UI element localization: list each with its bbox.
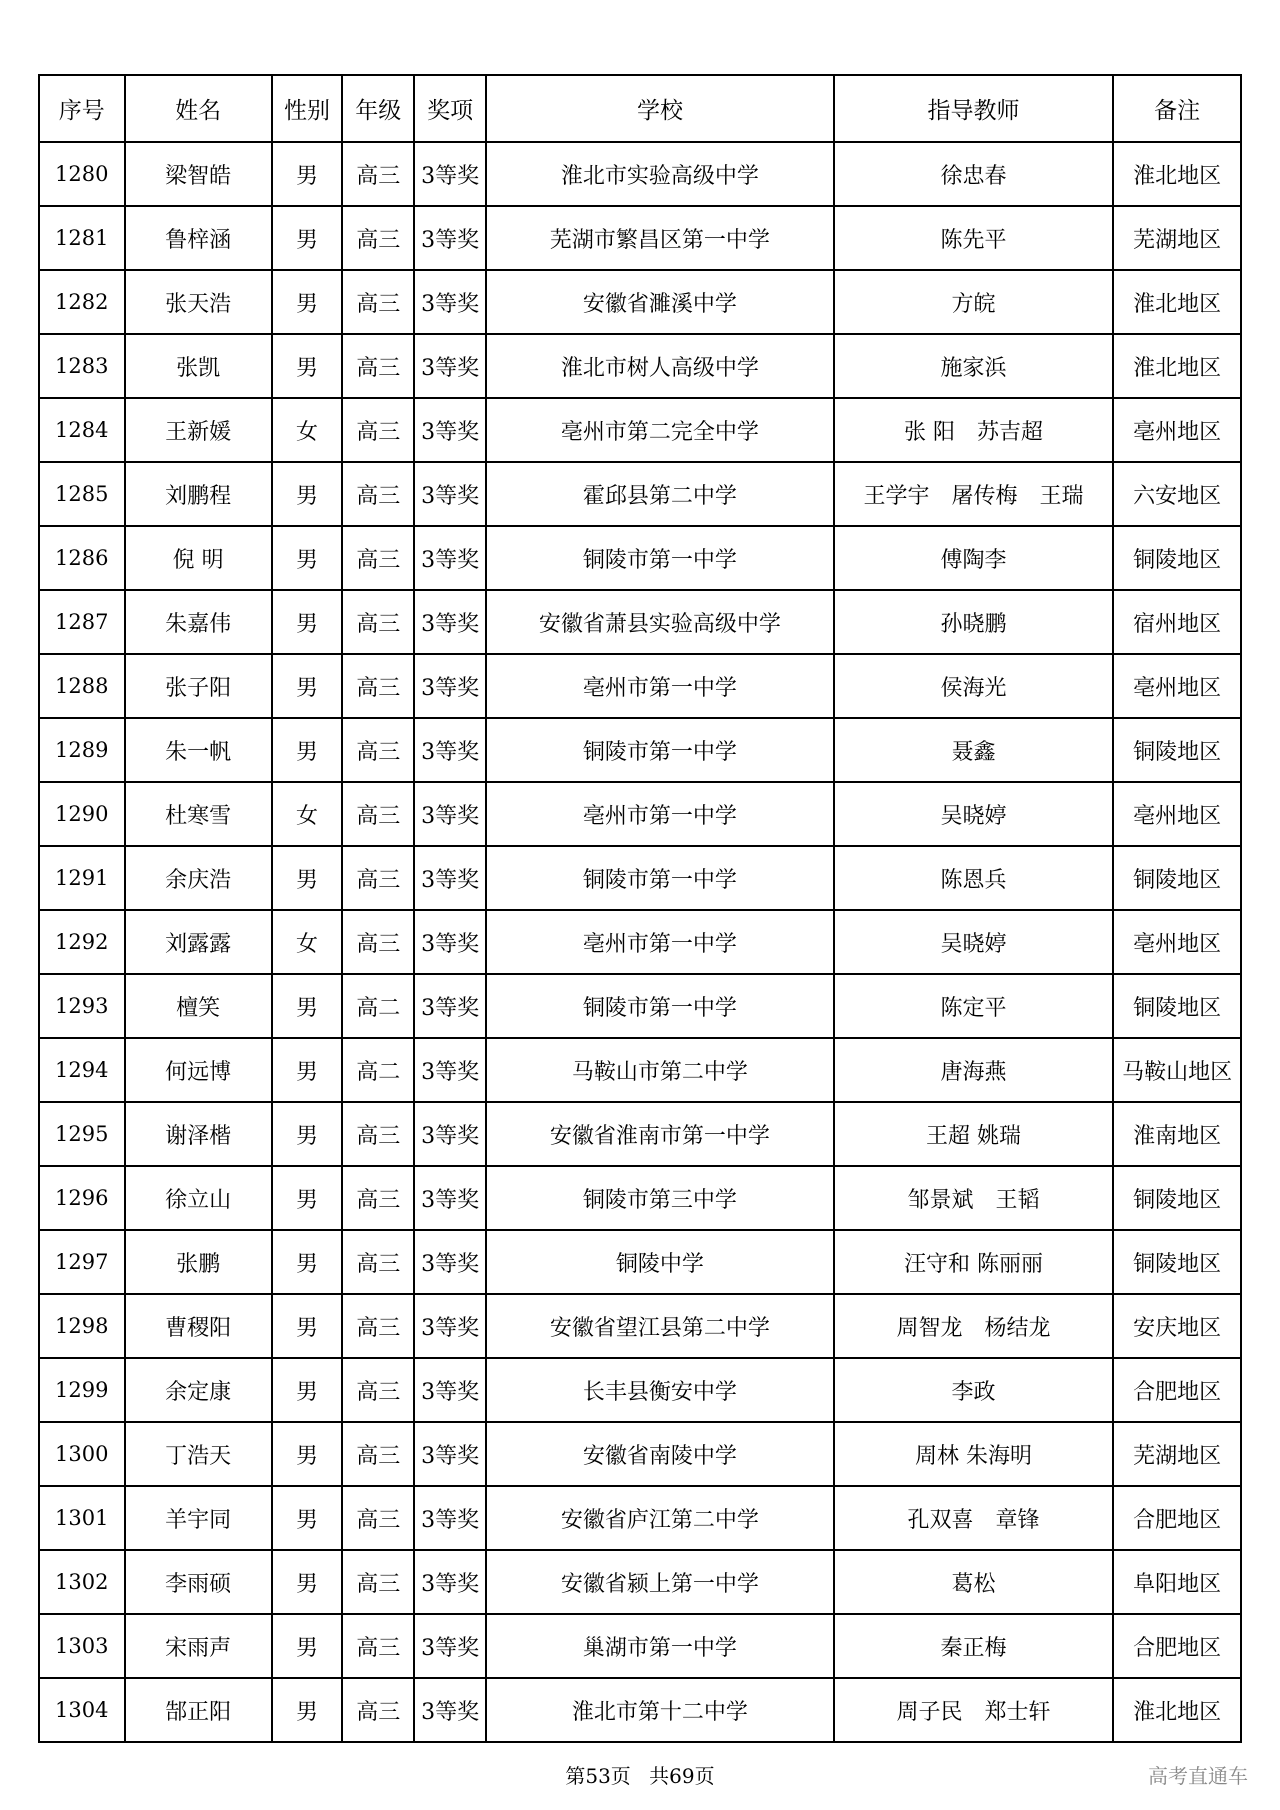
cell-remark: 铜陵地区 <box>1113 1166 1241 1230</box>
cell-teacher: 方皖 <box>834 270 1113 334</box>
cell-gender: 男 <box>272 206 343 270</box>
cell-school: 安徽省庐江第二中学 <box>486 1486 834 1550</box>
cell-remark: 安庆地区 <box>1113 1294 1241 1358</box>
cell-grade: 高三 <box>342 718 414 782</box>
table-row <box>39 206 1241 270</box>
cell-school: 巢湖市第一中学 <box>486 1614 834 1678</box>
cell-award: 3等奖 <box>414 654 486 718</box>
cell-remark: 宿州地区 <box>1113 590 1241 654</box>
cell-index: 1298 <box>39 1294 125 1358</box>
cell-school: 安徽省淮南市第一中学 <box>486 1102 834 1166</box>
table-row <box>39 1230 1241 1294</box>
cell-award: 3等奖 <box>414 1166 486 1230</box>
cell-name: 徐立山 <box>125 1166 272 1230</box>
page-footer <box>0 1760 1280 1789</box>
cell-index: 1294 <box>39 1038 125 1102</box>
cell-teacher: 孙晓鹏 <box>834 590 1113 654</box>
page-number: 第53页 <box>565 1764 631 1788</box>
cell-award: 3等奖 <box>414 1038 486 1102</box>
cell-grade: 高三 <box>342 1230 414 1294</box>
cell-grade: 高三 <box>342 1486 414 1550</box>
cell-index: 1285 <box>39 462 125 526</box>
page-total: 共69页 <box>649 1764 715 1788</box>
cell-school: 亳州市第二完全中学 <box>486 398 834 462</box>
header-row <box>39 75 1241 142</box>
cell-award: 3等奖 <box>414 1486 486 1550</box>
cell-grade: 高三 <box>342 910 414 974</box>
cell-award: 3等奖 <box>414 1422 486 1486</box>
cell-award: 3等奖 <box>414 526 486 590</box>
table-row <box>39 270 1241 334</box>
cell-gender: 男 <box>272 1678 343 1742</box>
cell-teacher: 陈先平 <box>834 206 1113 270</box>
cell-teacher: 王学宇 屠传梅 王瑞 <box>834 462 1113 526</box>
table-row <box>39 462 1241 526</box>
cell-teacher: 唐海燕 <box>834 1038 1113 1102</box>
cell-teacher: 周林 朱海明 <box>834 1422 1113 1486</box>
cell-name: 宋雨声 <box>125 1614 272 1678</box>
cell-teacher: 徐忠春 <box>834 142 1113 206</box>
cell-gender: 女 <box>272 910 343 974</box>
cell-name: 鲁梓涵 <box>125 206 272 270</box>
cell-remark: 芜湖地区 <box>1113 206 1241 270</box>
cell-name: 朱一帆 <box>125 718 272 782</box>
cell-index: 1287 <box>39 590 125 654</box>
cell-teacher: 王超 姚瑞 <box>834 1102 1113 1166</box>
cell-teacher: 张 阳 苏吉超 <box>834 398 1113 462</box>
cell-school: 铜陵市第一中学 <box>486 526 834 590</box>
table-row <box>39 974 1241 1038</box>
cell-teacher: 邹景斌 王韬 <box>834 1166 1113 1230</box>
cell-remark: 淮北地区 <box>1113 334 1241 398</box>
cell-gender: 男 <box>272 1422 343 1486</box>
cell-name: 余庆浩 <box>125 846 272 910</box>
cell-teacher: 葛松 <box>834 1550 1113 1614</box>
cell-school: 安徽省南陵中学 <box>486 1422 834 1486</box>
cell-teacher: 李政 <box>834 1358 1113 1422</box>
cell-school: 铜陵市第一中学 <box>486 974 834 1038</box>
table-row <box>39 846 1241 910</box>
cell-gender: 男 <box>272 1486 343 1550</box>
table-row <box>39 1486 1241 1550</box>
table-row <box>39 910 1241 974</box>
cell-teacher: 周智龙 杨结龙 <box>834 1294 1113 1358</box>
table-row <box>39 334 1241 398</box>
cell-index: 1302 <box>39 1550 125 1614</box>
cell-grade: 高三 <box>342 1678 414 1742</box>
cell-name: 丁浩天 <box>125 1422 272 1486</box>
cell-gender: 男 <box>272 462 343 526</box>
cell-school: 淮北市树人高级中学 <box>486 334 834 398</box>
cell-award: 3等奖 <box>414 206 486 270</box>
cell-name: 张天浩 <box>125 270 272 334</box>
cell-name: 王新媛 <box>125 398 272 462</box>
cell-gender: 男 <box>272 654 343 718</box>
cell-index: 1301 <box>39 1486 125 1550</box>
cell-index: 1282 <box>39 270 125 334</box>
header-school: 学校 <box>486 75 834 142</box>
watermark-text: 高考直通车 <box>1148 1764 1248 1788</box>
cell-remark: 淮南地区 <box>1113 1102 1241 1166</box>
cell-index: 1295 <box>39 1102 125 1166</box>
cell-name: 郜正阳 <box>125 1678 272 1742</box>
cell-name: 张鹏 <box>125 1230 272 1294</box>
cell-award: 3等奖 <box>414 1550 486 1614</box>
cell-index: 1292 <box>39 910 125 974</box>
cell-index: 1293 <box>39 974 125 1038</box>
cell-teacher: 陈恩兵 <box>834 846 1113 910</box>
cell-school: 长丰县衡安中学 <box>486 1358 834 1422</box>
cell-teacher: 秦正梅 <box>834 1614 1113 1678</box>
cell-gender: 男 <box>272 270 343 334</box>
cell-name: 曹稷阳 <box>125 1294 272 1358</box>
cell-award: 3等奖 <box>414 846 486 910</box>
award-table <box>38 74 1242 1743</box>
cell-teacher: 吴晓婷 <box>834 782 1113 846</box>
cell-award: 3等奖 <box>414 782 486 846</box>
cell-school: 铜陵中学 <box>486 1230 834 1294</box>
cell-name: 檀笑 <box>125 974 272 1038</box>
cell-school: 马鞍山市第二中学 <box>486 1038 834 1102</box>
cell-index: 1291 <box>39 846 125 910</box>
cell-index: 1288 <box>39 654 125 718</box>
cell-remark: 铜陵地区 <box>1113 718 1241 782</box>
cell-name: 余定康 <box>125 1358 272 1422</box>
cell-name: 倪 明 <box>125 526 272 590</box>
header-remark: 备注 <box>1113 75 1241 142</box>
cell-grade: 高三 <box>342 398 414 462</box>
cell-award: 3等奖 <box>414 1230 486 1294</box>
cell-index: 1297 <box>39 1230 125 1294</box>
cell-school: 芜湖市繁昌区第一中学 <box>486 206 834 270</box>
cell-gender: 男 <box>272 718 343 782</box>
cell-remark: 芜湖地区 <box>1113 1422 1241 1486</box>
cell-gender: 男 <box>272 846 343 910</box>
cell-teacher: 陈定平 <box>834 974 1113 1038</box>
table-body <box>39 142 1241 1742</box>
table-row <box>39 654 1241 718</box>
cell-name: 梁智皓 <box>125 142 272 206</box>
cell-index: 1290 <box>39 782 125 846</box>
cell-grade: 高三 <box>342 526 414 590</box>
cell-award: 3等奖 <box>414 1102 486 1166</box>
cell-grade: 高三 <box>342 1358 414 1422</box>
cell-school: 安徽省颍上第一中学 <box>486 1550 834 1614</box>
table-row <box>39 142 1241 206</box>
cell-gender: 男 <box>272 590 343 654</box>
cell-award: 3等奖 <box>414 142 486 206</box>
cell-award: 3等奖 <box>414 590 486 654</box>
cell-teacher: 吴晓婷 <box>834 910 1113 974</box>
cell-name: 刘鹏程 <box>125 462 272 526</box>
cell-award: 3等奖 <box>414 334 486 398</box>
cell-award: 3等奖 <box>414 270 486 334</box>
header-name: 姓名 <box>125 75 272 142</box>
cell-gender: 男 <box>272 334 343 398</box>
cell-school: 铜陵市第一中学 <box>486 846 834 910</box>
table-row <box>39 1294 1241 1358</box>
cell-grade: 高三 <box>342 1102 414 1166</box>
cell-name: 李雨硕 <box>125 1550 272 1614</box>
cell-award: 3等奖 <box>414 462 486 526</box>
cell-remark: 阜阳地区 <box>1113 1550 1241 1614</box>
cell-gender: 男 <box>272 1614 343 1678</box>
cell-gender: 男 <box>272 142 343 206</box>
cell-school: 安徽省萧县实验高级中学 <box>486 590 834 654</box>
cell-name: 谢泽楷 <box>125 1102 272 1166</box>
cell-award: 3等奖 <box>414 398 486 462</box>
cell-grade: 高三 <box>342 1550 414 1614</box>
cell-gender: 男 <box>272 1358 343 1422</box>
cell-gender: 男 <box>272 1294 343 1358</box>
cell-award: 3等奖 <box>414 718 486 782</box>
cell-remark: 六安地区 <box>1113 462 1241 526</box>
cell-remark: 淮北地区 <box>1113 1678 1241 1742</box>
table-row <box>39 718 1241 782</box>
table-row <box>39 1422 1241 1486</box>
cell-gender: 女 <box>272 398 343 462</box>
cell-index: 1284 <box>39 398 125 462</box>
cell-remark: 淮北地区 <box>1113 270 1241 334</box>
cell-teacher: 侯海光 <box>834 654 1113 718</box>
header-award: 奖项 <box>414 75 486 142</box>
cell-gender: 男 <box>272 1038 343 1102</box>
header-index: 序号 <box>39 75 125 142</box>
cell-award: 3等奖 <box>414 1614 486 1678</box>
cell-grade: 高三 <box>342 782 414 846</box>
cell-gender: 男 <box>272 974 343 1038</box>
cell-remark: 亳州地区 <box>1113 398 1241 462</box>
cell-school: 安徽省望江县第二中学 <box>486 1294 834 1358</box>
table-row <box>39 398 1241 462</box>
cell-teacher: 孔双喜 章锋 <box>834 1486 1113 1550</box>
cell-gender: 男 <box>272 1166 343 1230</box>
cell-index: 1304 <box>39 1678 125 1742</box>
cell-index: 1299 <box>39 1358 125 1422</box>
header-teacher: 指导教师 <box>834 75 1113 142</box>
cell-award: 3等奖 <box>414 1294 486 1358</box>
cell-gender: 男 <box>272 1550 343 1614</box>
cell-index: 1286 <box>39 526 125 590</box>
cell-school: 淮北市实验高级中学 <box>486 142 834 206</box>
cell-grade: 高三 <box>342 206 414 270</box>
cell-school: 淮北市第十二中学 <box>486 1678 834 1742</box>
cell-gender: 男 <box>272 526 343 590</box>
header-gender: 性别 <box>272 75 343 142</box>
cell-award: 3等奖 <box>414 910 486 974</box>
cell-school: 霍邱县第二中学 <box>486 462 834 526</box>
cell-grade: 高三 <box>342 1166 414 1230</box>
cell-grade: 高三 <box>342 1614 414 1678</box>
cell-grade: 高三 <box>342 590 414 654</box>
cell-grade: 高三 <box>342 142 414 206</box>
cell-gender: 男 <box>272 1230 343 1294</box>
cell-name: 朱嘉伟 <box>125 590 272 654</box>
cell-grade: 高二 <box>342 974 414 1038</box>
cell-school: 亳州市第一中学 <box>486 910 834 974</box>
cell-gender: 女 <box>272 782 343 846</box>
cell-school: 亳州市第一中学 <box>486 654 834 718</box>
cell-index: 1300 <box>39 1422 125 1486</box>
cell-school: 安徽省濉溪中学 <box>486 270 834 334</box>
cell-grade: 高三 <box>342 462 414 526</box>
cell-remark: 铜陵地区 <box>1113 846 1241 910</box>
cell-grade: 高二 <box>342 1038 414 1102</box>
table-row <box>39 1678 1241 1742</box>
header-grade: 年级 <box>342 75 414 142</box>
table-row <box>39 1102 1241 1166</box>
cell-school: 铜陵市第一中学 <box>486 718 834 782</box>
table-row <box>39 1614 1241 1678</box>
cell-grade: 高三 <box>342 334 414 398</box>
cell-name: 何远博 <box>125 1038 272 1102</box>
cell-teacher: 汪守和 陈丽丽 <box>834 1230 1113 1294</box>
cell-remark: 铜陵地区 <box>1113 526 1241 590</box>
cell-remark: 合肥地区 <box>1113 1358 1241 1422</box>
cell-award: 3等奖 <box>414 1358 486 1422</box>
cell-gender: 男 <box>272 1102 343 1166</box>
cell-grade: 高三 <box>342 270 414 334</box>
cell-index: 1281 <box>39 206 125 270</box>
cell-remark: 铜陵地区 <box>1113 1230 1241 1294</box>
cell-remark: 合肥地区 <box>1113 1486 1241 1550</box>
cell-name: 杜寒雪 <box>125 782 272 846</box>
cell-teacher: 聂鑫 <box>834 718 1113 782</box>
cell-remark: 亳州地区 <box>1113 782 1241 846</box>
cell-index: 1289 <box>39 718 125 782</box>
cell-name: 张子阳 <box>125 654 272 718</box>
cell-award: 3等奖 <box>414 1678 486 1742</box>
table-row <box>39 782 1241 846</box>
cell-index: 1303 <box>39 1614 125 1678</box>
cell-grade: 高三 <box>342 654 414 718</box>
table-row <box>39 526 1241 590</box>
cell-name: 张凯 <box>125 334 272 398</box>
cell-teacher: 傅陶李 <box>834 526 1113 590</box>
cell-school: 铜陵市第三中学 <box>486 1166 834 1230</box>
cell-school: 亳州市第一中学 <box>486 782 834 846</box>
cell-remark: 亳州地区 <box>1113 910 1241 974</box>
cell-remark: 马鞍山地区 <box>1113 1038 1241 1102</box>
table-row <box>39 1038 1241 1102</box>
cell-remark: 合肥地区 <box>1113 1614 1241 1678</box>
table-row <box>39 1550 1241 1614</box>
table-row <box>39 590 1241 654</box>
cell-index: 1296 <box>39 1166 125 1230</box>
cell-remark: 铜陵地区 <box>1113 974 1241 1038</box>
cell-award: 3等奖 <box>414 974 486 1038</box>
table-row <box>39 1166 1241 1230</box>
cell-grade: 高三 <box>342 1294 414 1358</box>
table-row <box>39 1358 1241 1422</box>
cell-teacher: 施家浜 <box>834 334 1113 398</box>
cell-remark: 亳州地区 <box>1113 654 1241 718</box>
cell-grade: 高三 <box>342 846 414 910</box>
cell-grade: 高三 <box>342 1422 414 1486</box>
cell-teacher: 周子民 郑士轩 <box>834 1678 1113 1742</box>
cell-index: 1283 <box>39 334 125 398</box>
cell-remark: 淮北地区 <box>1113 142 1241 206</box>
cell-index: 1280 <box>39 142 125 206</box>
cell-name: 刘露露 <box>125 910 272 974</box>
cell-name: 羊宇同 <box>125 1486 272 1550</box>
